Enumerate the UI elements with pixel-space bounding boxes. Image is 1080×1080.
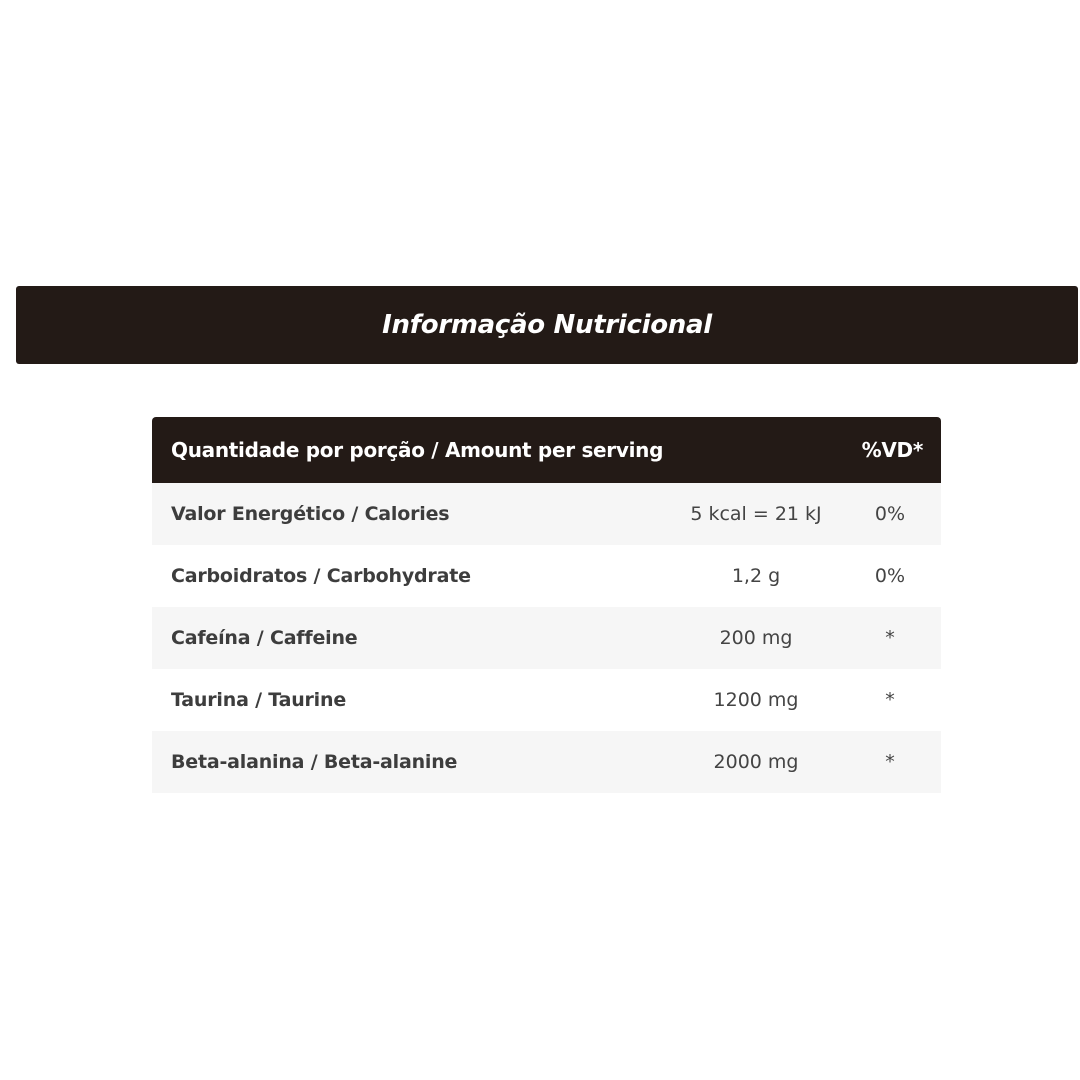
row-daily-value: *: [885, 751, 895, 773]
row-amount: 200 mg: [719, 627, 793, 649]
row-label: Taurina / Taurine: [171, 689, 347, 711]
row-amount: 2000 mg: [713, 751, 799, 773]
table-row: [152, 731, 941, 793]
table-row: [152, 669, 941, 731]
row-daily-value: *: [885, 689, 895, 711]
row-amount: 1,2 g: [731, 565, 781, 587]
title-banner: [16, 286, 1078, 364]
row-daily-value: *: [885, 627, 895, 649]
row-label: Cafeína / Caffeine: [171, 627, 358, 649]
header-amount-per-serving: Quantidade por porção / Amount per serving: [171, 438, 664, 462]
row-label: Carboidratos / Carbohydrate: [171, 565, 471, 587]
row-label: Valor Energético / Calories: [171, 503, 450, 525]
row-amount: 1200 mg: [713, 689, 799, 711]
page-title: Informação Nutricional: [382, 310, 712, 340]
row-label: Beta-alanina / Beta-alanine: [171, 751, 458, 773]
table-row: [152, 483, 941, 545]
row-daily-value: 0%: [874, 565, 906, 587]
row-daily-value: 0%: [874, 503, 906, 525]
nutrition-table: [152, 417, 941, 793]
table-row: [152, 545, 941, 607]
table-row: [152, 607, 941, 669]
row-amount: 5 kcal = 21 kJ: [690, 503, 822, 525]
header-daily-value: %VD*: [861, 438, 923, 462]
table-header: [152, 417, 941, 483]
